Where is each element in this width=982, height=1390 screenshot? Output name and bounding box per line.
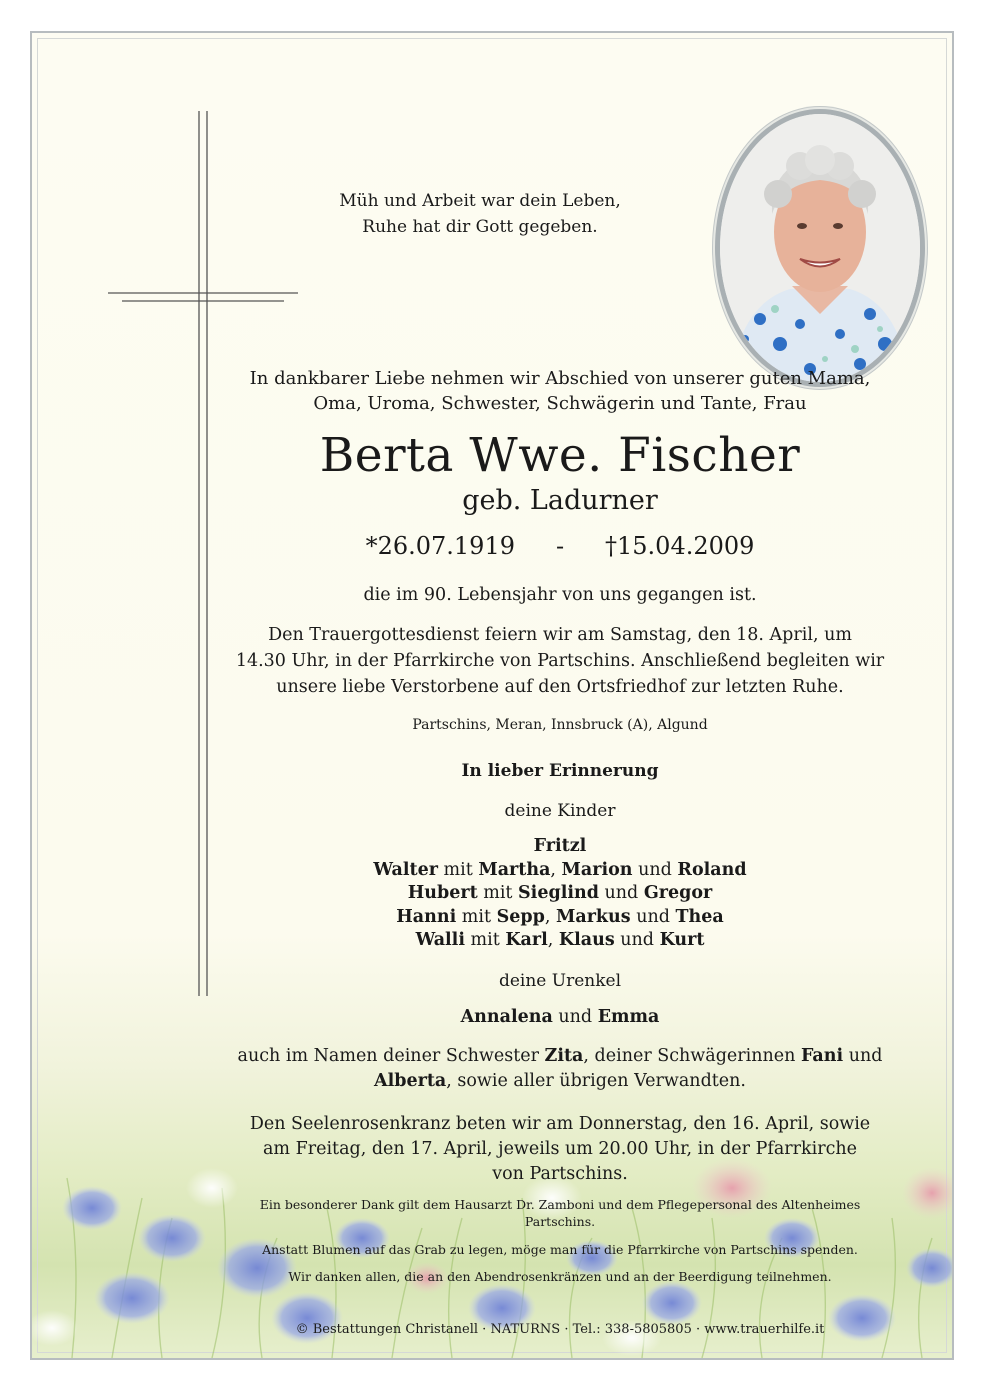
family-name: Karl <box>505 930 548 950</box>
connector: , <box>547 930 559 950</box>
child-name: Fritzl <box>533 836 587 856</box>
connector: , <box>544 906 556 927</box>
family-name: Kurt <box>659 930 705 950</box>
family-text-part: und <box>843 1046 883 1066</box>
family-name: Marion <box>561 859 633 880</box>
family-text-part: , deiner Schwägerinnen <box>583 1046 801 1066</box>
portrait-photo <box>715 109 925 387</box>
child-row <box>200 882 920 906</box>
rosary-line: am Freitag, den 17. April, jeweils um 20.00 Uhr, in der Pfarrkirche <box>262 1139 858 1159</box>
date-separator: - <box>555 532 565 560</box>
birth-date: *26.07.1919 <box>365 532 515 560</box>
child-name: Hubert <box>407 883 478 903</box>
quote-line: Ruhe hat dir Gott gegeben. <box>362 217 598 237</box>
age-line: die im 90. Lebensjahr von uns gegangen ist. <box>363 585 757 605</box>
sister-in-law-name: Alberta <box>374 1071 447 1091</box>
child-row <box>200 929 920 953</box>
family-name: Markus <box>555 906 631 927</box>
connector: und <box>614 930 660 950</box>
funeral-service-text <box>190 622 930 700</box>
child-row <box>200 835 920 859</box>
sister-name: Zita <box>544 1046 584 1066</box>
death-date: †15.04.2009 <box>605 532 755 560</box>
child-row <box>200 906 920 930</box>
family-name: Sepp <box>496 906 545 927</box>
thanks-line: Ein besonderer Dank gilt dem Hausarzt Dr. Zamboni und dem Pflegepersonal des Altenheimes <box>259 1197 861 1212</box>
sister-in-law-name: Fani <box>800 1046 844 1066</box>
child-name: Hanni <box>396 906 457 927</box>
connector: mit <box>456 906 497 927</box>
thanks-doctor <box>200 1196 920 1230</box>
family-line <box>180 1044 940 1069</box>
family-text-part: auch im Namen deiner Schwester <box>237 1046 545 1066</box>
intro-line: In dankbarer Liebe nehmen wir Abschied von unserer guten Mama, <box>249 368 871 389</box>
children-list <box>200 835 920 953</box>
life-dates <box>200 530 920 562</box>
thanks-donation: Anstatt Blumen auf das Grab zu legen, möge man für die Pfarrkirche von Partschins spenden. <box>262 1242 858 1257</box>
family-name: Thea <box>675 906 724 927</box>
child-name: Walter <box>373 859 438 880</box>
quote-line: Müh und Arbeit war dein Leben, <box>339 191 621 211</box>
family-name: Gregor <box>643 883 713 903</box>
deceased-name: Berta Wwe. Fischer <box>319 428 801 483</box>
thanks-line: Partschins. <box>524 1214 596 1229</box>
connector: mit <box>477 883 519 903</box>
footer-credit: © Bestattungen Christanell · NATURNS · Tel.: 338-5805805 · www.trauerhilfe.it <box>295 1322 825 1337</box>
family-line <box>180 1069 940 1094</box>
great-grandchildren-heading: deine Urenkel <box>498 971 622 991</box>
intro-line: Oma, Uroma, Schwester, Schwägerin und Tante, Frau <box>313 393 807 414</box>
family-name: Martha <box>478 859 551 880</box>
family-text <box>180 1044 940 1094</box>
connector: mit <box>437 859 479 880</box>
intro-text <box>190 366 930 416</box>
maiden-name: geb. Ladurner <box>462 485 658 516</box>
family-name: Klaus <box>558 930 615 950</box>
children-heading: deine Kinder <box>504 801 616 821</box>
child-row <box>200 859 920 883</box>
portrait-illustration <box>720 114 920 382</box>
family-text-part: , sowie aller übrigen Verwandten. <box>446 1071 746 1091</box>
family-name: Roland <box>677 859 747 880</box>
memory-heading: In lieber Erinnerung <box>461 761 659 781</box>
thanks-attendees: Wir danken allen, die an den Abendrosenkränzen und an der Beerdigung teilnehmen. <box>288 1269 832 1284</box>
rosary-line: Den Seelenrosenkranz beten wir am Donnerstag, den 16. April, sowie <box>249 1114 871 1134</box>
child-name: Walli <box>415 930 465 950</box>
connector: und <box>598 883 644 903</box>
places: Partschins, Meran, Innsbruck (A), Algund <box>412 717 708 733</box>
rosary-line: von Partschins. <box>492 1164 628 1184</box>
connector: und <box>632 859 678 880</box>
connector: und <box>552 1007 598 1027</box>
connector: und <box>630 906 676 927</box>
service-line: unsere liebe Verstorbene auf den Ortsfriedhof zur letzten Ruhe. <box>276 677 844 697</box>
connector: mit <box>464 930 506 950</box>
rosary-text <box>180 1112 940 1187</box>
connector: , <box>550 859 562 880</box>
family-name: Sieglind <box>518 883 599 903</box>
great-grandchild-name: Emma <box>597 1007 660 1027</box>
great-grandchild-name: Annalena <box>460 1007 553 1027</box>
service-line: Den Trauergottesdienst feiern wir am Samstag, den 18. April, um <box>268 625 852 645</box>
great-grandchildren-names <box>200 1004 920 1030</box>
quote <box>300 188 660 240</box>
service-line: 14.30 Uhr, in der Pfarrkirche von Partschins. Anschließend begleiten wir <box>235 651 885 671</box>
